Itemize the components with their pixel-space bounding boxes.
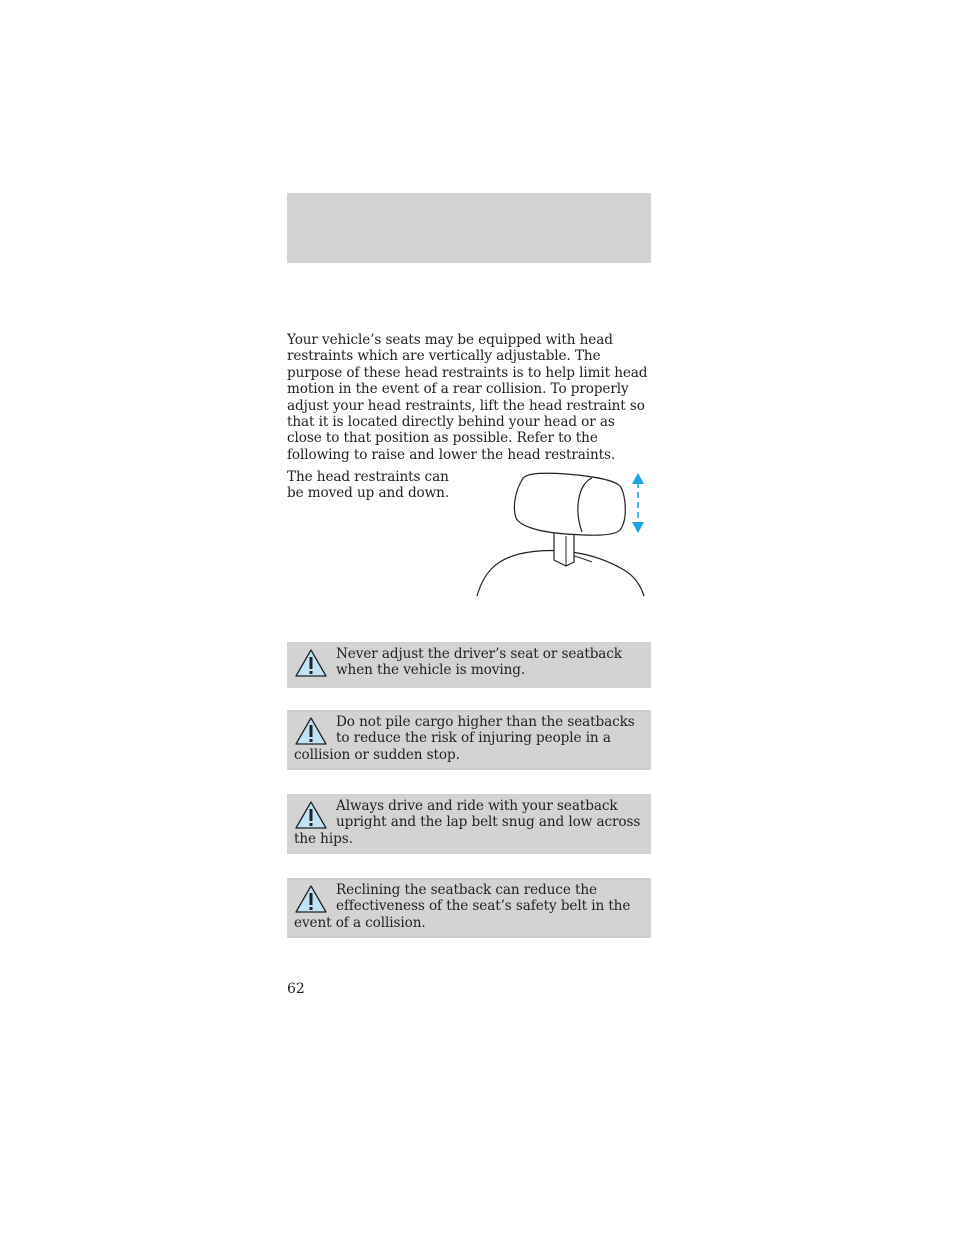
intro-paragraph: Your vehicle’s seats may be equipped with head restraints which are vertically adjustable. The purpose of these head restraints is to help limit head motion in the event of a rear collision. To properly adjust your head restraints, lift the head restraint so that it is located directly behind your head or as close to that position as possible. Refer to the following to raise and lower the head restraints.: [287, 332, 648, 463]
warning-box: [287, 710, 651, 770]
warning-triangle-icon: [294, 648, 328, 678]
warning-box: [287, 794, 651, 854]
warning-text: Never adjust the driver’s seat or seatback when the vehicle is moving.: [336, 646, 622, 679]
head-restraint-illustration: [474, 470, 650, 598]
warning-text: Do not pile cargo higher than the seatbacks to reduce the risk of injuring people in a collision or sudden stop.: [294, 714, 635, 763]
warning-box: [287, 642, 651, 688]
warning-text: Reclining the seatback can reduce the effectiveness of the seat’s safety belt in the event of a collision.: [294, 882, 631, 931]
warning-triangle-icon: [294, 884, 328, 914]
warning-triangle-icon: [294, 800, 328, 830]
up-down-arrow-icon: [632, 473, 644, 533]
warning-box: [287, 878, 651, 938]
figure-caption: The head restraints can be moved up and down.: [287, 469, 450, 502]
warning-text: Always drive and ride with your seatback upright and the lap belt snug and low across the hips.: [294, 798, 641, 847]
page-number: 62: [287, 981, 305, 997]
section-header-bar: [287, 193, 651, 263]
warning-triangle-icon: [294, 716, 328, 746]
